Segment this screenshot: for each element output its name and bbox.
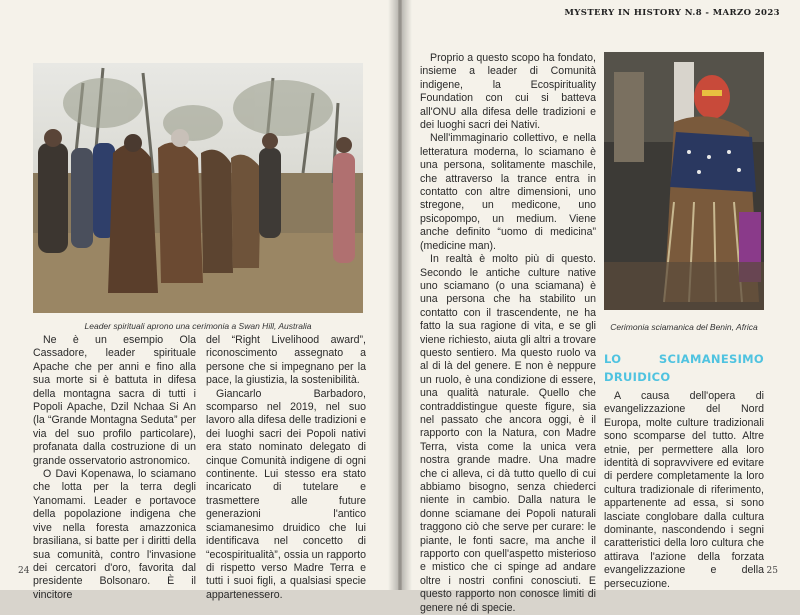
page-number-left: 24 [18, 566, 30, 576]
photo-caption-right: Cerimonia sciamanica del Benin, Africa [610, 322, 758, 332]
right-column-2 [604, 346, 764, 591]
ceremony-photo-australia [33, 63, 363, 313]
left-page [0, 0, 398, 601]
page-number-right: 25 [766, 566, 778, 576]
photo-caption-left: Leader spirituali aprono una cerimonia a Swan Hill, Australia [84, 321, 312, 331]
paragraph: A causa dell'opera di evangelizzazione del Nord Europa, molte culture tradizionali sono scomparse del tutto. Altre etnie, per permettere alla loro identità di sopravvivere ed evitare di perdere completamente la loro cultura tradizionale di riferimento, appartenente ad essa, si sono lasciate conglobare dalla cultura dominante, nascondendo i segni caratteristici della loro cultura che attirava l'azione della forzata evangelizzazione e della persecuzione. [604, 390, 764, 590]
section-title: LO SCIAMANESIMO DRUIDICO [604, 352, 764, 384]
right-column-1 [420, 52, 596, 615]
paragraph: In realtà è molto più di questo. Secondo le antiche culture native uno sciamano (o una sciamana) è una persona che ha stabilito un contatto con il trascendente, ne ha fatto la sua ragione di vita, e se gli viene richiesto, aiuta gli altri a trovare questo sentiero. Ma questo ruolo va al di là del genere. E non è neppure un ruolo, è una condizione di essere, una qualità naturale. Quello che contraddistingue queste figure, sia nel passato che ancora oggi, è il rapporto con la Natura, con Madre Terra, vista come la unica vera nostra grande madre. Una madre che ci alleva, ci dà tutto quello di cui abbiamo bisogno, senza chiederci niente in cambio. Dalla natura le donne sciamane dei Popoli naturali traggono ciò che serve per curare: le piante, le fonti sacre, ma anche il rapporto con quell'aspetto misterioso e mistico che ci spinge ad andare oltre i nostri confini conosciuti. E questo rapporto non conosce limiti di genere né di specie. [420, 253, 596, 614]
paragraph: del “Right Livelihood award”, riconoscimento assegnato a persone che si impegnano per la pace, la giustizia, la sostenibilità. [206, 334, 366, 387]
paragraph: Giancarlo Barbadoro, scomparso nel 2019, nel suo lavoro alla difesa delle tradizioni e dei luoghi sacri dei Popoli nativi era stato nominato delegato di cinque Comunità indigene di ogni continente. Lui stesso era stato incaricato di tutelare e trasmettere alle future generazioni l'antico sciamanesimo druidico che lui identificava nel concetto di “ecospiritualità”, ossia un rapporto di rispetto verso Madre Terra e tutti i suoi figli, a qualsiasi specie appartenessero. [206, 387, 366, 601]
paragraph: O Davi Kopenawa, lo sciamano che lotta per la terra degli Yanomami. Leader e portavoce della popolazione indigena che vive nella foresta amazzonica brasiliana, si batte per i diritti della sua comunità, contro l'invasione dei cercatori d'oro, favorita dal presidente Bolsonaro. È il vincitore [33, 468, 196, 601]
left-column-2 [206, 334, 366, 602]
paragraph: Ne è un esempio Ola Cassadore, leader spirituale Apache che per anni e fino alla sua morte si è battuta in difesa della montagna sacra di tutti i Popoli Apache, Dzil Nchaa Si An (la “Grande Montagna Seduta” per via del suo profilo particolare), profanata dalla costruzione di un grande osservatorio astronomico. [33, 334, 196, 467]
right-page [402, 0, 800, 614]
spine-gutter [388, 0, 412, 590]
paragraph: Nell'immaginario collettivo, e nella letteratura moderna, lo sciamano è una persona, solitamente maschile, che attraverso la trance entra in contatto con altre dimensioni, uno stregone, un medicone, uno psicopompo, un medium. Viene anche definito “uomo di medicina” (medicine man). [420, 132, 596, 252]
paragraph: Proprio a questo scopo ha fondato, insieme a leader di Comunità indigene, la Ecospirituality Foundation con cui si batteva all'ONU alla difesa delle tradizioni e dei luoghi sacri dei Nativi. [420, 52, 596, 132]
left-column-1 [33, 334, 196, 602]
running-header: MYSTERY IN HISTORY N.8 - MARZO 2023 [564, 8, 780, 18]
ceremony-photo-benin [604, 52, 764, 310]
